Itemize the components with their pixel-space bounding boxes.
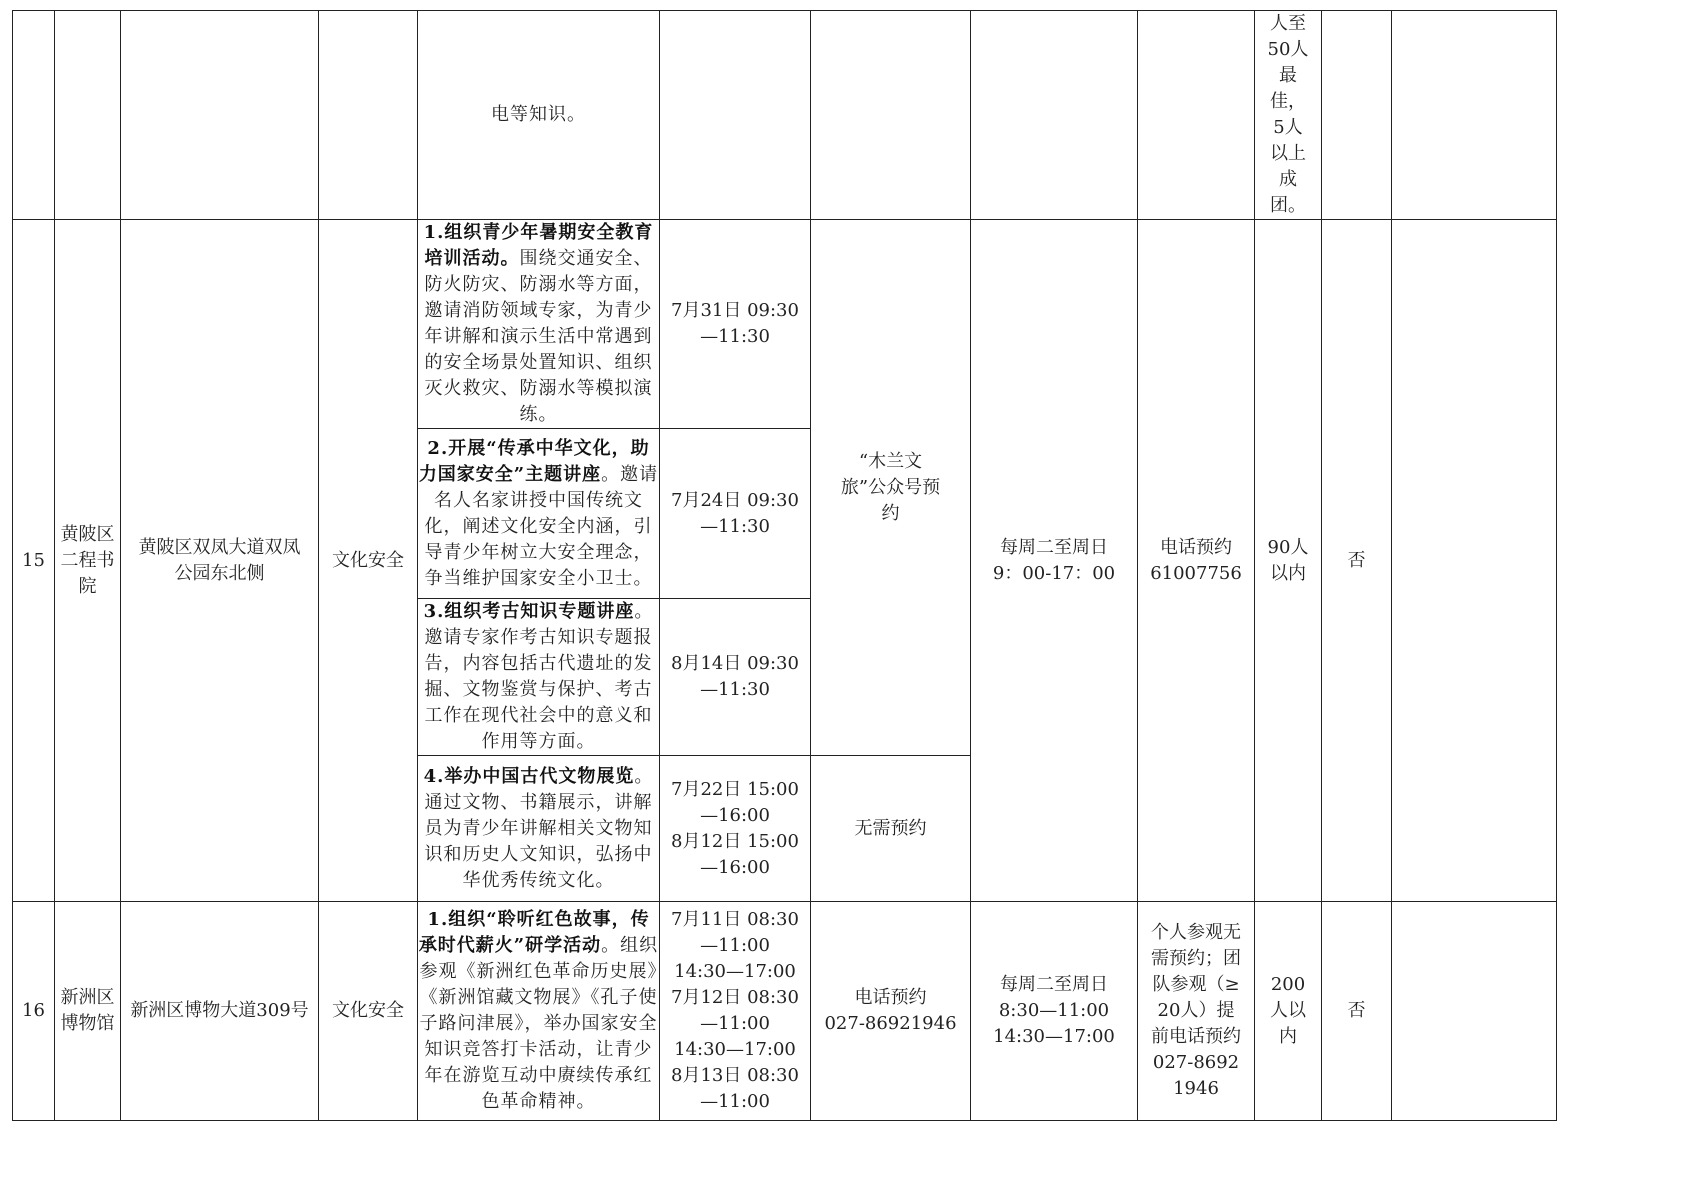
booking-cell [811,11,971,220]
table-row [13,11,1557,220]
open-hours-cell: 每周二至周日 8:30—11:00 14:30—17:00 [971,902,1138,1121]
activity-cell: 1.组织青少年暑期安全教育培训活动。围绕交通安全、防火防灾、防溺水等方面，邀请消防领域专家，为青少年讲解和演示生活中常遇到的安全场景处置知识、组织灭火救灾、防溺水等模拟演练。 [418,220,660,429]
no-cell [13,11,55,220]
contact-cell [1138,11,1255,220]
theme-cell [319,11,418,220]
booking-cell: 电话预约 027-86921946 [811,902,971,1121]
booking-cell: 无需预约 [811,756,971,902]
table-row [13,220,1557,429]
theme-cell: 文化安全 [319,220,418,902]
capacity-cell: 90人以内 [1255,220,1322,902]
activity-table [12,10,1557,1121]
contact-cell: 个人参观无需预约；团队参观（≥20人）提前电话预约027-86921946 [1138,902,1255,1121]
capacity-cell: 人至50人最佳，5人以上成团。 [1255,11,1322,220]
capacity-cell: 200人以内 [1255,902,1322,1121]
fee-cell: 否 [1322,902,1392,1121]
activity-cell: 电等知识。 [418,11,660,220]
venue-cell: 黄陂区二程书院 [55,220,121,902]
fee-cell [1322,11,1392,220]
no-cell: 16 [13,902,55,1121]
address-cell: 黄陂区双凤大道双凤公园东北侧 [121,220,319,902]
address-cell: 新洲区博物大道309号 [121,902,319,1121]
no-cell: 15 [13,220,55,902]
address-cell [121,11,319,220]
activity-cell: 3.组织考古知识专题讲座。邀请专家作考古知识专题报告，内容包括古代遗址的发掘、文物鉴赏与保护、考古工作在现代社会中的意义和作用等方面。 [418,599,660,756]
time-cell: 7月22日 15:00 —16:00 8月12日 15:00 —16:00 [660,756,811,902]
theme-cell: 文化安全 [319,902,418,1121]
booking-cell: “木兰文旅”公众号预约 [811,220,971,756]
fee-cell: 否 [1322,220,1392,902]
note-cell [1392,220,1557,902]
time-cell: 7月24日 09:30—11:30 [660,429,811,599]
time-cell: 7月11日 08:30 —11:00 14:30—17:00 7月12日 08:30 —11:00 14:30—17:00 8月13日 08:30 —11:00 [660,902,811,1121]
time-cell: 8月14日 09:30—11:30 [660,599,811,756]
open-hours-cell [971,11,1138,220]
time-cell [660,11,811,220]
activity-cell: 1.组织“聆听红色故事，传承时代薪火”研学活动。组织参观《新洲红色革命历史展》《新洲馆藏文物展》《孔子使子路问津展》，举办国家安全知识竞答打卡活动，让青少年在游览互动中赓续传承红色革命精神。 [418,902,660,1121]
venue-cell: 新洲区博物馆 [55,902,121,1121]
time-cell: 7月31日 09:30—11:30 [660,220,811,429]
open-hours-cell: 每周二至周日 9：00-17：00 [971,220,1138,902]
contact-cell: 电话预约 61007756 [1138,220,1255,902]
venue-cell [55,11,121,220]
activity-cell: 2.开展“传承中华文化，助力国家安全”主题讲座。邀请名人名家讲授中国传统文化，阐述文化安全内涵，引导青少年树立大安全理念，争当维护国家安全小卫士。 [418,429,660,599]
note-cell [1392,902,1557,1121]
note-cell [1392,11,1557,220]
table-row [13,902,1557,1121]
activity-cell: 4.举办中国古代文物展览。通过文物、书籍展示，讲解员为青少年讲解相关文物知识和历史人文知识，弘扬中华优秀传统文化。 [418,756,660,902]
